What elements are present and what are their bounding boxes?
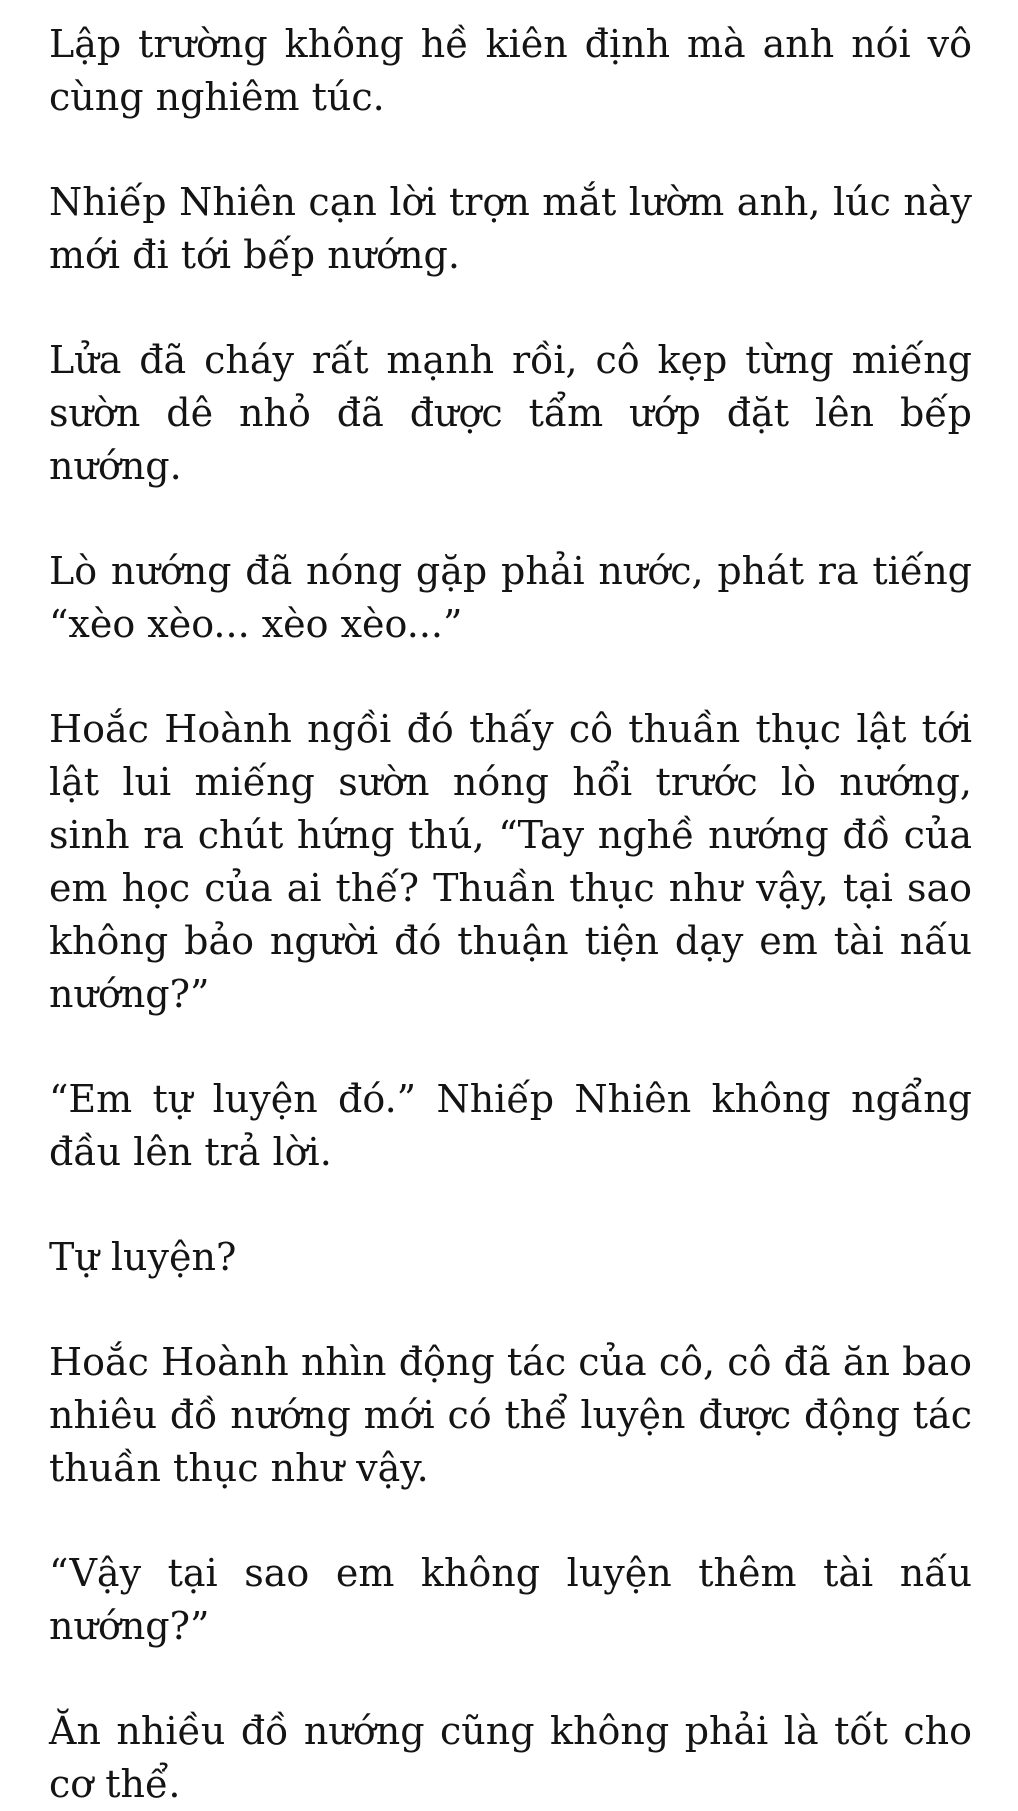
paragraph-6: “Em tự luyện đó.” Nhiếp Nhiên không ngẩng đầu lên trả lời. <box>49 1077 972 1174</box>
paragraph-8: Hoắc Hoành nhìn động tác của cô, cô đã ăn bao nhiêu đồ nướng mới có thể luyện được động tác thuần thục như vậy. <box>49 1340 972 1490</box>
paragraph-7: Tự luyện? <box>49 1235 237 1279</box>
paragraph-3: Lửa đã cháy rất mạnh rồi, cô kẹp từng miếng sườn dê nhỏ đã được tẩm ướp đặt lên bếp nướng. <box>49 338 972 488</box>
paragraph-10: Ăn nhiều đồ nướng cũng không phải là tốt cho cơ thể. <box>49 1709 972 1806</box>
paragraph-2: Nhiếp Nhiên cạn lời trợn mắt lườm anh, lúc này mới đi tới bếp nướng. <box>49 180 972 277</box>
paragraph-5: Hoắc Hoành ngồi đó thấy cô thuần thục lật tới lật lui miếng sườn nóng hổi trước lò nướng, sinh ra chút hứng thú, “Tay nghề nướng đồ của em học của ai thế? Thuần thục như vậy, tại sao không bảo người đó thuận tiện dạy em tài nấu nướng?” <box>49 707 972 1016</box>
paragraph-4: Lò nướng đã nóng gặp phải nước, phát ra tiếng “xèo xèo... xèo xèo...” <box>49 549 972 646</box>
paragraph-1: Lập trường không hề kiên định mà anh nói vô cùng nghiêm túc. <box>49 22 972 119</box>
paragraph-9: “Vậy tại sao em không luyện thêm tài nấu nướng?” <box>49 1551 972 1648</box>
